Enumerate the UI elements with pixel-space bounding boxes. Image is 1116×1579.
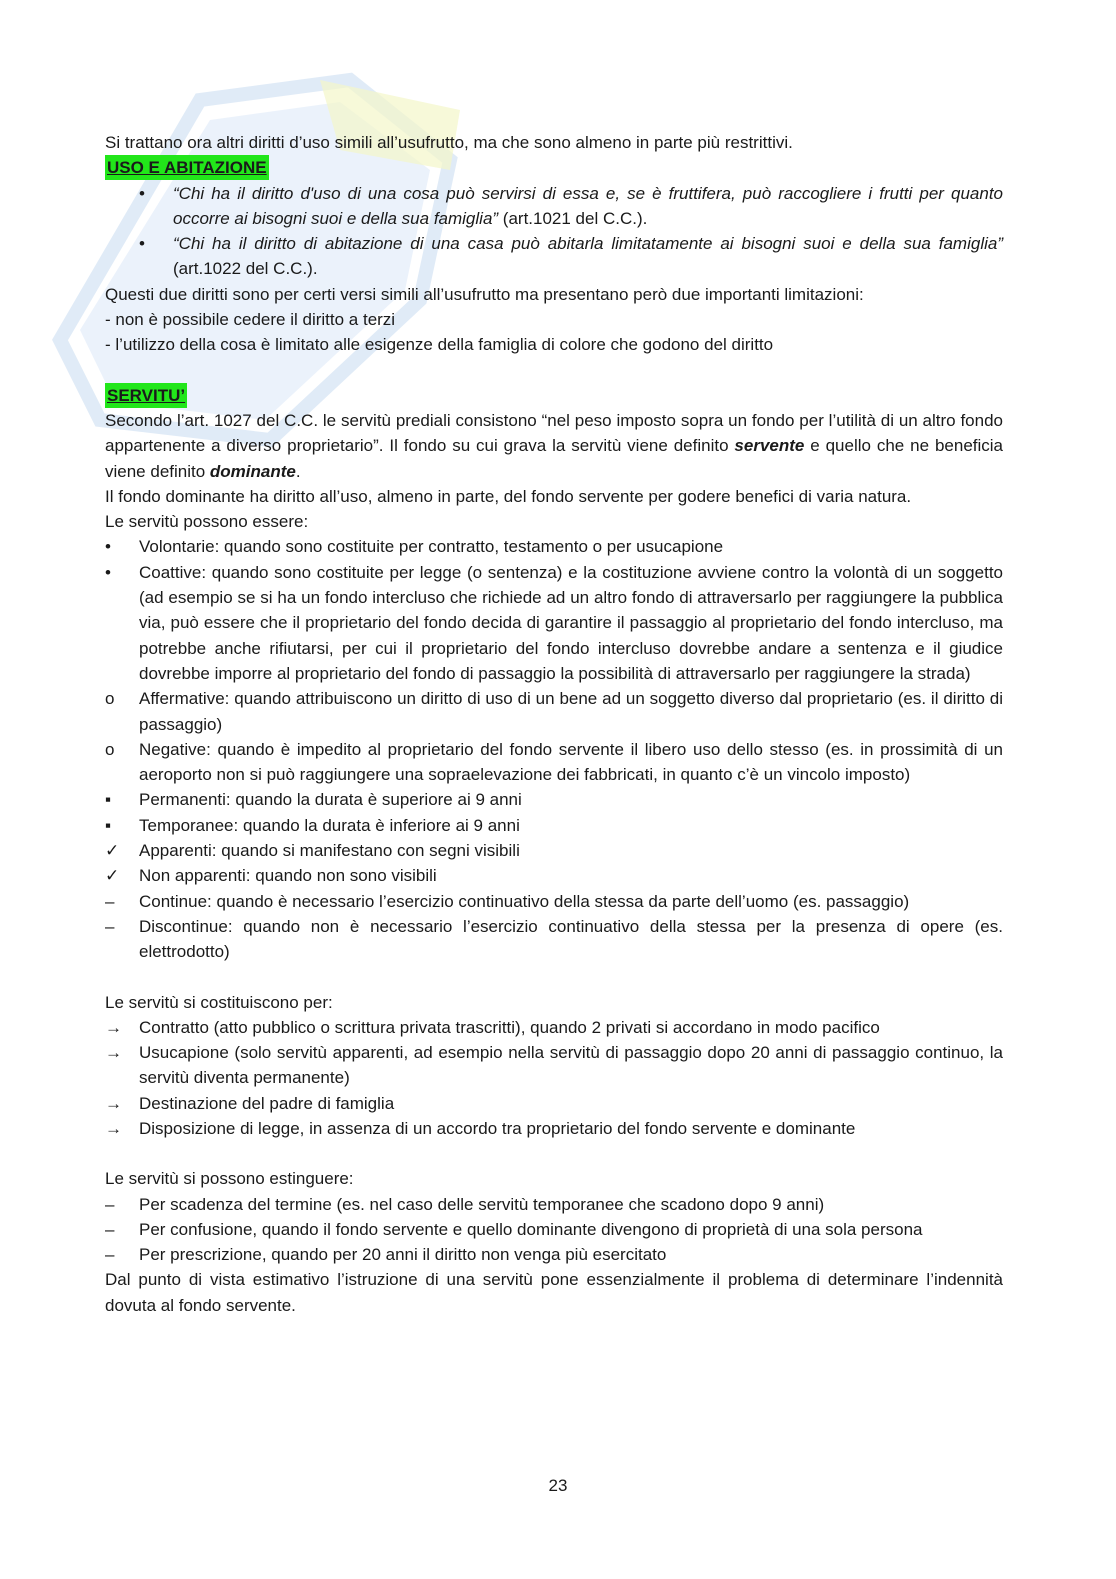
dash-marker: – [105,1245,115,1265]
bullet-marker: • [139,234,145,254]
section-uso-abitazione [105,155,1003,357]
paragraph: Le servitù si possono estinguere: [105,1169,354,1189]
bullet-marker: – [105,891,115,911]
types-list [105,534,1003,964]
list-item: ▪ Temporanee: quando la durata è inferiore ai 9 anni [105,813,1003,838]
section-heading: USO E ABITAZIONE [105,155,269,180]
bullet-marker: • [105,562,111,582]
article-quote: “Chi ha il diritto di abitazione di una casa può abitarla limitatamente ai bisogni suoi e della sua famiglia” [173,234,1003,254]
section-heading: SERVITU’ [105,383,187,408]
list-item: → Disposizione di legge, in assenza di un accordo tra proprietario del fondo servente e dominante [105,1116,1003,1141]
list-item: ✓ Non apparenti: quando non sono visibili [105,863,1003,888]
intro-paragraph: Si trattano ora altri diritti d’uso simili all’usufrutto, ma che sono almeno in parte più restrittivi. [105,133,793,152]
article-quotes [105,181,1003,282]
arrow-icon: → [105,1017,122,1037]
list-item: – Discontinue: quando non è necessario l’esercizio continuativo della stessa per la presenza di opere (es. elettrodotto) [105,914,1003,965]
dash-marker: – [105,1194,115,1214]
bullet-marker: ✓ [105,866,120,886]
arrow-icon: → [105,1093,122,1113]
list-item: ▪ Permanenti: quando la durata è superiore ai 9 anni [105,787,1003,812]
paragraph: Questi due diritti sono per certi versi simili all’usufrutto ma presentano però due importanti limitazioni: [105,284,864,304]
document-body [105,130,1003,1318]
limitation-item: - non è possibile cedere il diritto a terzi [105,310,396,330]
article-quote: “Chi ha il diritto d'uso di una cosa può servirsi di essa e, se è fruttifera, può raccogliere i frutti per quanto occorre ai bisogni suoi e della sua famiglia” [173,183,1003,228]
definition-paragraph: Secondo l’art. 1027 del C.C. le servitù prediali consistono “nel peso imposto sopra un fondo per l’utilità di un altro fondo appartenente a diverso proprietario”. Il fondo su cui grava la servitù viene definito servente e quello che ne beneficia viene definito dominante. [105,410,1004,481]
section-servitu [105,383,1003,1318]
bullet-marker: o [105,689,115,709]
term-servente: servente [734,436,805,456]
arrow-icon: → [105,1118,122,1138]
list-item: • Coattive: quando sono costituite per legge (o sentenza) e la costituzione avviene contro la volontà di un soggetto (ad esempio se si ha un fondo intercluso che richiede ad un altro fondo di attraversarlo per raggiungere la pubblica via, può essere che il proprietario del fondo decida di garantire il passaggio al proprietario del fondo intercluso, ma potrebbe anche rifiutarsi, per cui il proprietario del fondo intercluso dovrebbe andare a sentenza e il giudice dovrebbe imporre al proprietario del fondo di passaggio la possibilità di attraversarlo per raggiungere la strada) [105,560,1003,686]
conclusion-paragraph: Dal punto di vista estimativo l’istruzione di una servitù pone essenzialmente il problema di determinare l’indennità dovuta al fondo servente. [105,1270,1003,1315]
bullet-marker: ✓ [105,841,120,861]
list-item: o Negative: quando è impedito al proprietario del fondo servente il libero uso dello stesso (es. in prossimità di un aeroporto non si può raggiungere una sopraelevazione dei fabbricati, in quanto c’è un vincolo imposto) [105,737,1003,788]
constitution-list [105,1015,1003,1141]
bullet-marker: – [105,916,115,936]
list-item: – Per scadenza del termine (es. nel caso delle servitù temporanee che scadono dopo 9 anni) [105,1192,1003,1217]
article-reference: (art.1022 del C.C.). [173,259,318,279]
page-number: 23 [548,1476,568,1495]
list-item: – Continue: quando è necessario l’esercizio continuativo della stessa da parte dell’uomo (es. passaggio) [105,889,1003,914]
term-dominante: dominante [209,461,296,481]
list-item: o Affermative: quando attribuiscono un diritto di uso di un bene ad un soggetto diverso dal proprietario (es. il diritto di passaggio) [105,686,1003,737]
list-item: – Per prescrizione, quando per 20 anni il diritto non venga più esercitato [105,1242,1003,1267]
extinction-list [105,1192,1003,1268]
list-item: ✓ Apparenti: quando si manifestano con segni visibili [105,838,1003,863]
list-item: – Per confusione, quando il fondo servente e quello dominante divengono di proprietà di una sola persona [105,1217,1003,1242]
list-item [105,181,1003,232]
bullet-marker: • [105,537,111,557]
list-item: → Usucapione (solo servitù apparenti, ad esempio nella servitù di passaggio dopo 20 anni di passaggio continuo, la servitù diventa permanente) [105,1040,1003,1091]
paragraph: Le servitù possono essere: [105,512,309,532]
bullet-marker: o [105,739,115,759]
article-reference: (art.1021 del C.C.). [498,208,648,228]
dash-marker: – [105,1219,115,1239]
list-item: → Contratto (atto pubblico o scrittura privata trascritti), quando 2 privati si accordano in modo pacifico [105,1015,1003,1040]
bullet-marker: ▪ [105,815,112,835]
list-item [105,231,1003,282]
arrow-icon: → [105,1043,122,1063]
paragraph: Le servitù si costituiscono per: [105,992,333,1012]
paragraph: Il fondo dominante ha diritto all’uso, almeno in parte, del fondo servente per godere benefici di varia natura. [105,486,912,506]
bullet-marker: ▪ [105,790,112,810]
limitation-item: - l’utilizzo della cosa è limitato alle esigenze della famiglia di colore che godono del diritto [105,335,774,355]
list-item: • Volontarie: quando sono costituite per contratto, testamento o per usucapione [105,534,1003,559]
list-item: → Destinazione del padre di famiglia [105,1091,1003,1116]
bullet-marker: • [139,183,145,203]
